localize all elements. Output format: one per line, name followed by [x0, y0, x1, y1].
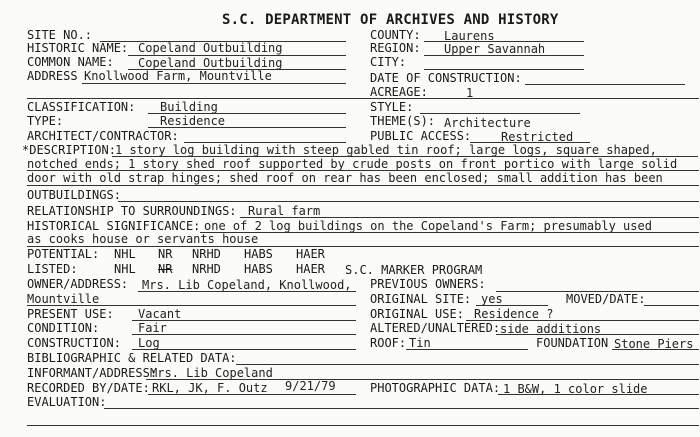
date-of-construction-label: DATE OF CONSTRUCTION: [370, 71, 522, 85]
owner-address-label: OWNER/ADDRESS: [27, 277, 129, 291]
owner-line-1: Mrs. Lib Copeland, Knollwood, [142, 278, 352, 292]
roof-value: Tin [409, 336, 431, 350]
original-use-value: Residence ? [474, 307, 554, 321]
foundation-label: FOUNDATION [536, 336, 609, 350]
historic-name-value: Copeland Outbuilding [138, 41, 283, 55]
outbuildings-label: OUTBUILDINGS: [27, 188, 121, 202]
classification-value: Building [160, 100, 218, 114]
informant-label: INFORMANT/ADDRESS: [27, 366, 158, 380]
original-site-label: ORIGINAL SITE: [370, 292, 472, 306]
outbuildings-line [118, 201, 699, 202]
form-title: S.C. DEPARTMENT OF ARCHIVES AND HISTORY [222, 12, 559, 28]
description-line-rule-1 [112, 156, 698, 157]
region-label: REGION: [370, 41, 421, 55]
historical-significance-label: HISTORICAL SIGNIFICANCE: [27, 219, 201, 233]
relationship-label: RELATIONSHIP TO SURROUNDINGS: [27, 204, 237, 218]
address-line [82, 83, 346, 84]
historical-significance-line-2: as cooks house or servants house [27, 232, 259, 246]
marker-program: S.C. MARKER PROGRAM [345, 263, 483, 277]
potential-label: POTENTIAL: [27, 247, 100, 261]
themes-value: Architecture [444, 116, 531, 130]
owner-line-2: Mountville [27, 292, 100, 306]
historic-name-line [128, 55, 346, 56]
original-use-label: ORIGINAL USE: [370, 307, 464, 321]
description-line-3: door with old strap hinges; shed roof on rear has been enclosed; small addition has been [27, 171, 663, 185]
listed-nrhd: NRHD [192, 262, 221, 276]
architect-label: ARCHITECT/CONTRACTOR: [27, 129, 179, 143]
construction-line [132, 349, 356, 350]
description-line-rule-3 [27, 185, 699, 186]
architect-line [184, 142, 346, 143]
description-line-rule-2 [27, 170, 699, 171]
owner-line-2-rule [27, 305, 356, 306]
section-rule-1 [27, 98, 699, 99]
photographic-data-value: 1 B&W, 1 color slide [503, 382, 648, 396]
region-line [424, 55, 584, 56]
foundation-value: Stone Piers [614, 337, 694, 351]
original-use-line [466, 320, 699, 321]
construction-value: Log [138, 336, 160, 350]
acreage-value: 1 [466, 86, 474, 100]
original-site-line [476, 305, 548, 306]
address-value: Knollwood Farm, Mountville [84, 69, 272, 83]
listed-habs: HABS [244, 262, 273, 276]
public-access-value: Restricted [501, 130, 574, 144]
historical-significance-rule-1 [200, 232, 699, 233]
moved-date-line [644, 305, 699, 306]
description-line-2: notched ends; 1 story shed roof supported by crude posts on front portico with large solid [27, 157, 678, 171]
potential-haer: HAER [296, 247, 325, 261]
potential-nhl: NHL [114, 247, 136, 261]
type-label: TYPE: [27, 114, 64, 128]
county-line [424, 41, 584, 42]
construction-label: CONSTRUCTION: [27, 336, 121, 350]
address-label: ADDRESS [27, 69, 78, 83]
recorded-by-label: RECORDED BY/DATE: [27, 381, 150, 395]
recorded-by-value: RKL, JK, F. Outz [152, 381, 268, 395]
potential-habs: HABS [244, 247, 273, 261]
common-name-value: Copeland Outbuilding [138, 56, 283, 70]
evaluation-label: EVALUATION: [27, 395, 107, 409]
county-value: Laurens [444, 29, 495, 43]
owner-line [138, 291, 356, 292]
previous-owners-line [496, 291, 699, 292]
region-value: Upper Savannah [444, 42, 546, 56]
public-access-label: PUBLIC ACCESS: [370, 129, 472, 143]
type-value: Residence [160, 114, 226, 128]
bibliographic-line [236, 364, 699, 365]
potential-nrhd: NRHD [192, 247, 221, 261]
historical-significance-line-1: one of 2 log buildings on the Copeland's Farm; presumably used [204, 219, 652, 233]
condition-label: CONDITION: [27, 321, 100, 335]
present-use-value: Vacant [138, 307, 182, 321]
historical-significance-rule-2 [27, 246, 699, 247]
present-use-label: PRESENT USE: [27, 307, 114, 321]
historic-name-label: HISTORIC NAME: [27, 41, 129, 55]
description-label: *DESCRIPTION: [22, 143, 116, 157]
photographic-data-line [498, 394, 699, 395]
county-label: COUNTY: [370, 28, 421, 42]
style-label: STYLE: [370, 100, 414, 114]
informant-value: Mrs. Lib Copeland [150, 366, 273, 380]
altered-label: ALTERED/UNALTERED: [370, 321, 501, 335]
altered-value: side additions [500, 322, 602, 336]
roof-line [406, 349, 528, 350]
condition-line [132, 334, 356, 335]
date-of-construction-line [525, 84, 685, 85]
recorded-date-value: 9/21/79 [285, 379, 336, 393]
roof-label: ROOF: [370, 336, 407, 350]
style-line [420, 113, 580, 114]
potential-nr: NR [158, 247, 173, 261]
site-no-line [100, 41, 346, 42]
listed-label: LISTED: [27, 262, 78, 276]
classification-line [148, 113, 346, 114]
evaluation-line [104, 408, 699, 409]
listed-haer: HAER [296, 262, 325, 276]
present-use-line [132, 320, 356, 321]
bibliographic-label: BIBLIOGRAPHIC & RELATED DATA: [27, 351, 237, 365]
altered-line [496, 334, 699, 335]
city-line [424, 69, 584, 70]
relationship-value: Rural farm [248, 204, 321, 218]
listed-nr: NR [158, 262, 173, 276]
relationship-line [240, 217, 699, 218]
common-name-label: COMMON NAME: [27, 55, 114, 69]
type-line [148, 127, 346, 128]
original-site-value: yes [481, 292, 503, 306]
condition-value: Fair [138, 321, 167, 335]
city-label: CITY: [370, 55, 407, 69]
public-access-line [470, 142, 590, 143]
recorded-by-line [148, 394, 356, 395]
previous-owners-label: PREVIOUS OWNERS: [370, 277, 486, 291]
acreage-line [436, 98, 512, 99]
moved-date-label: MOVED/DATE: [566, 292, 646, 306]
bottom-rule [27, 425, 699, 426]
photographic-data-label: PHOTOGRAPHIC DATA: [370, 381, 501, 395]
listed-nhl: NHL [114, 262, 136, 276]
informant-line [146, 379, 699, 380]
description-line-1: 1 story log building with steep gabled tin roof; large logs, square shaped, [115, 143, 657, 157]
common-name-line [128, 69, 346, 70]
acreage-label: ACREAGE: [370, 85, 428, 99]
themes-label: THEME(S): [370, 114, 436, 128]
site-no-label: SITE NO.: [27, 28, 93, 42]
classification-label: CLASSIFICATION: [27, 100, 136, 114]
foundation-line [612, 349, 699, 350]
